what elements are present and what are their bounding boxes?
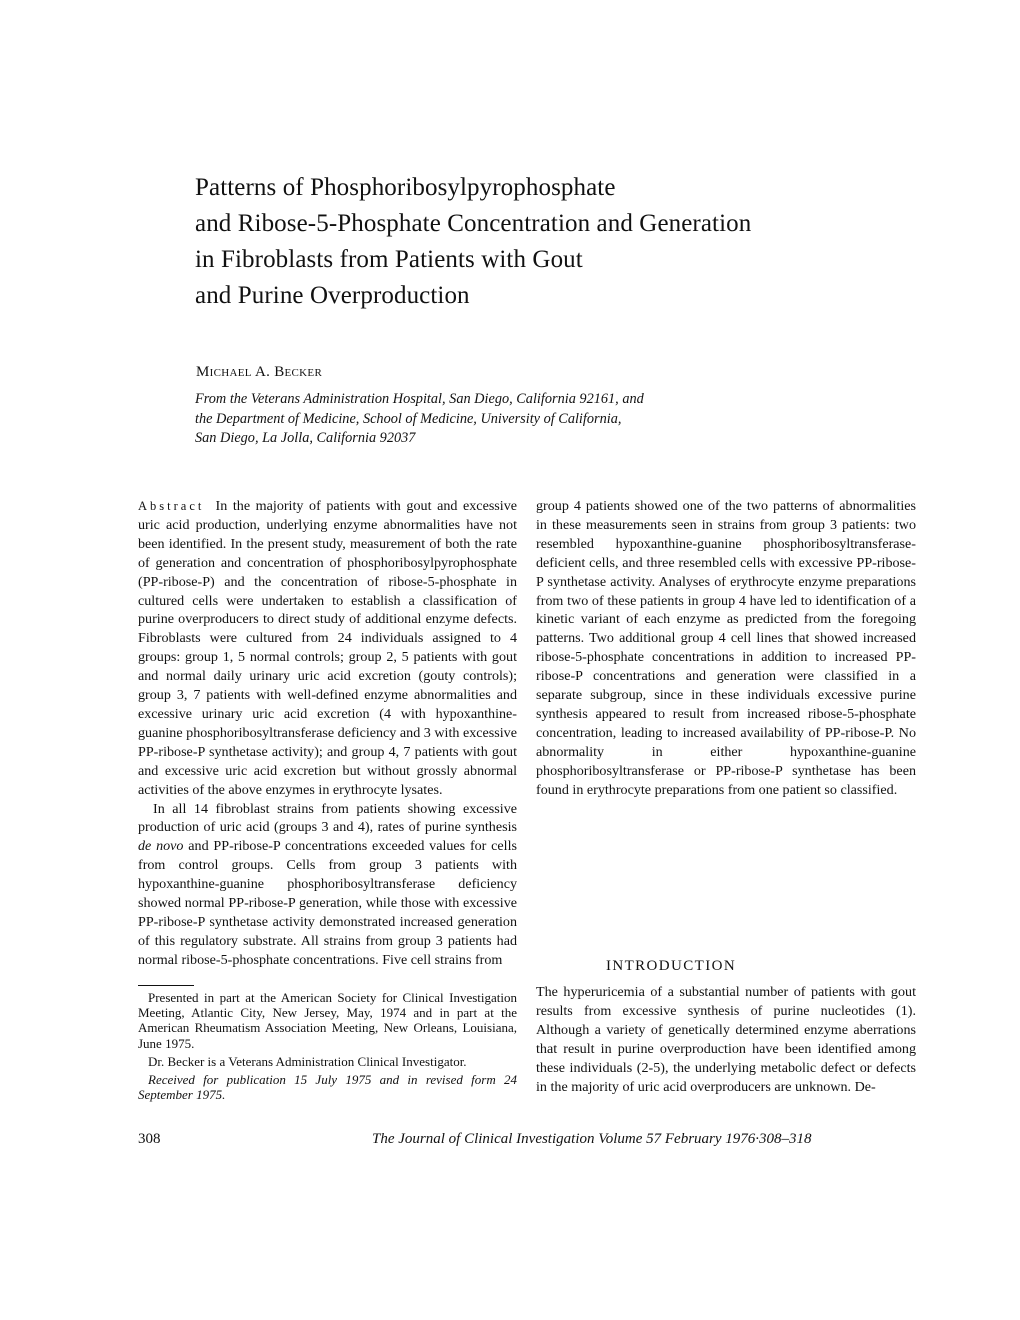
affiliation-line: From the Veterans Administration Hospital, San Diego, California 92161, and — [195, 391, 644, 407]
footnotes — [138, 990, 517, 1105]
introduction-text — [536, 983, 916, 1097]
abstract-paragraph-1 — [138, 497, 517, 800]
abstract-column-left — [138, 497, 517, 970]
section-heading-introduction: INTRODUCTION — [605, 958, 737, 974]
page-number: 308 — [138, 1131, 161, 1147]
article-title — [195, 170, 915, 314]
abstract-text: In the majority of patients with gout and excessive uric acid production, underlying enzyme abnormalities have not been identified. In the present study, measurement of both the rate of generation and concentration of phosphoribosylpyrophosphate (PP-ribose-P) and the concentration of ribose-5-phosphate in cultured cells were undertaken to establish a classification of purine overproducers to direct study of additional enzyme defects. Fibroblasts were cultured from 24 individuals assigned to 4 groups: group 1, 5 normal controls; group 2, 5 patients with gout and normal daily urinary uric acid excretion (gouty controls); group 3, 7 patients with well-defined enzyme abnormalities and excessive urinary uric acid excretion (4 with hypoxanthine-guanine phosphoribosyltransferase deficiency and 3 with excessive PP-ribose-P synthetase activity); and group 4, 7 patients with gout and excessive uric acid excretion but without grossly abnormal activities of the above enzymes in erythrocyte lysates. — [138, 498, 518, 798]
abstract-column-right — [536, 497, 916, 800]
footnote-investigator: Dr. Becker is a Veterans Administration Clinical Investigator. — [148, 1053, 467, 1069]
abstract-label: Abstract — [138, 499, 205, 513]
introduction-paragraph: The hyperuricemia of a substantial number of patients with gout results from excessive synthesis of purine nucleotides (1). Although a variety of genetically determined enzyme aberrations that result in purine overproduction have been identified among these individuals (2-5), the underlying metabolic defect or defects in the majority of uric acid overproducers are unknown. De- — [536, 984, 916, 1095]
abstract-italic-term: de novo — [138, 838, 184, 855]
abstract-text: In all 14 fibroblast strains from patients showing excessive production of uric acid (groups 3 and 4), rates of purine synthesis — [138, 800, 517, 836]
affiliation-line: the Department of Medicine, School of Medicine, University of California, — [195, 410, 622, 427]
abstract-text: and PP-ribose-P concentrations exceeded values for cells from control groups. Cells from group 3 patients with hypoxanthine-guanine phosphoribosyltransferase deficiency showed normal PP-ribose-P generation, while those with excessive PP-ribose-P synthetase activity demonstrated increased generation of this regulatory substrate. All strains from group 3 patients had normal ribose-5-phosphate concentrations. Five cell strains from — [138, 838, 517, 968]
abstract-paragraph-2-continued: group 4 patients showed one of the two patterns of abnormalities in these measurements seen in strains from group 3 patients: two resembled hypoxanthine-guanine phosphoribosyltransferase-deficient cells, and three resembled cells with excessive PP-ribose-P synthetase activity. Analyses of erythrocyte enzyme preparations from two of these patients in group 4 have led to identification of a kinetic variant of each enzyme as predicted from the foregoing patterns. Two additional group 4 cell lines that showed increased ribose-5-phosphate concentrations in addition to increased PP-ribose-P concentrations and generation were classified in a separate subgroup, since in these individuals excessive purine synthesis appeared to result from increased ribose-5-phosphate concentration, leading to increased availability of PP-ribose-P. No abnormality in either hypoxanthine-guanine phosphoribosyltransferase or PP-ribose-P synthetase has been found in erythrocyte preparations from one patient so classified. — [536, 498, 916, 798]
footnote-rule — [138, 985, 194, 986]
footnote-presented: Presented in part at the American Society for Clinical Investigation Meeting, Atlantic City, New Jersey, May, 1974 and in part at the American Rheumatism Association Meeting, New Orleans, Louisiana, June 1975. — [138, 990, 517, 1051]
affiliation-line: San Diego, La Jolla, California 92037 — [195, 430, 416, 446]
title-line: and Ribose-5-Phosphate Concentration and Generation — [195, 210, 752, 237]
title-line: Patterns of Phosphoribosylpyrophosphate — [195, 174, 616, 201]
footnote-received: Received for publication 15 July 1975 and in revised form 24 September 1975. — [138, 1072, 517, 1103]
author-name: Michael A. Becker — [196, 364, 323, 380]
title-line: and Purine Overproduction — [195, 282, 470, 309]
journal-running-footer: The Journal of Clinical Investigation Volume 57 February 1976·308–318 — [372, 1131, 812, 1147]
affiliation — [195, 390, 755, 449]
title-line: in Fibroblasts from Patients with Gout — [195, 246, 583, 273]
abstract-paragraph-2 — [138, 800, 517, 970]
